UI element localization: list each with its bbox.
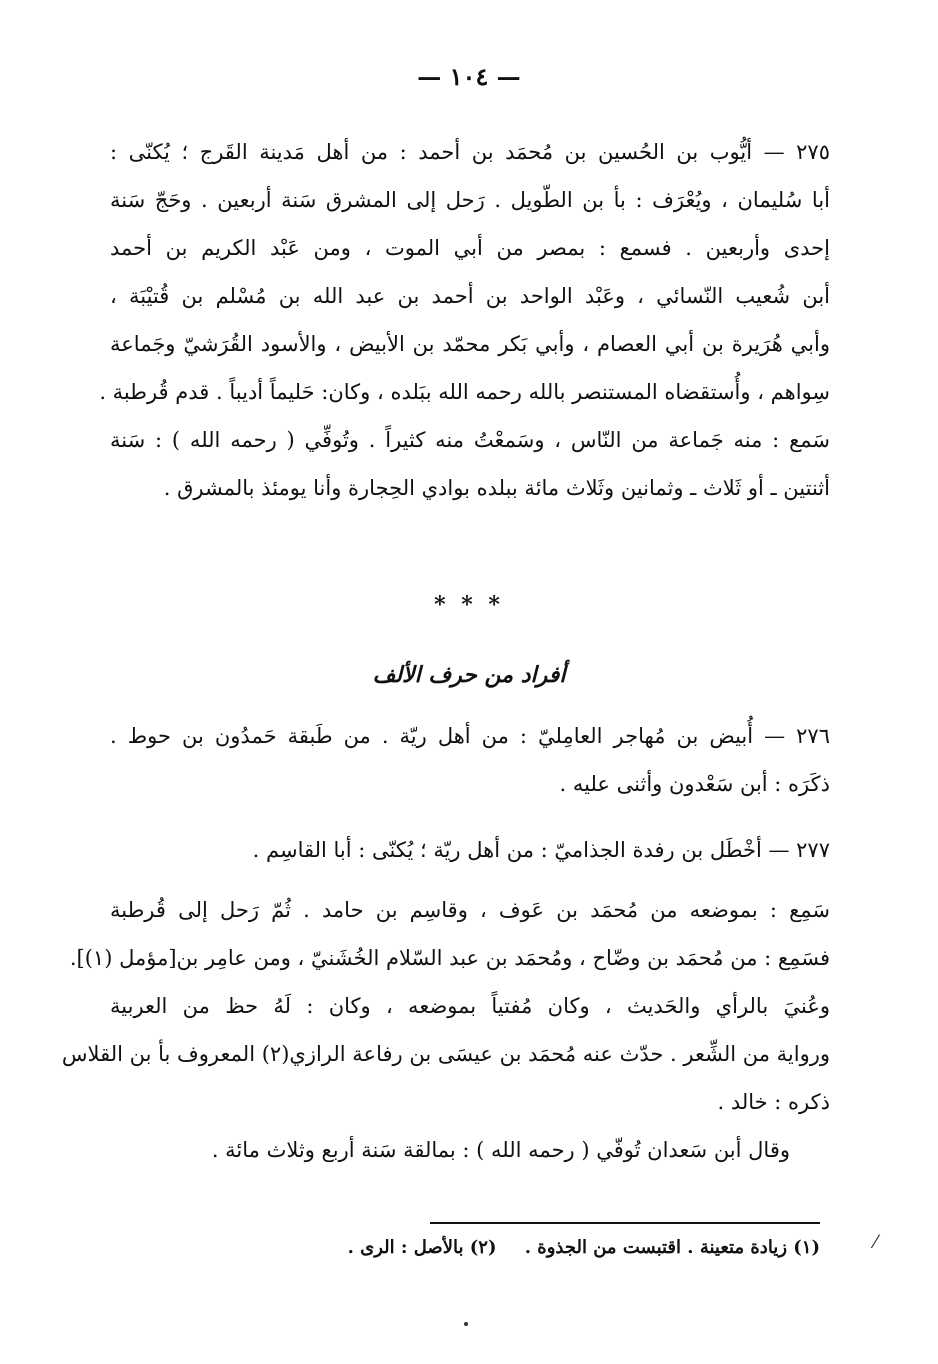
entry-277-line-5: ورواية من الشِّعر . حدّث عنه مُحمَد بن عيسَى بن رفاعة الرازي(٢) المعروف بأ بن القلاس xyxy=(61,1042,830,1066)
entry-277-line-2: سَمِع : بموضعه من مُحمَد بن عَوف ، وقاسِم بن حامد . ثُمّ رَحل إلى قُرطبة xyxy=(110,898,830,922)
entry-275 xyxy=(99,128,831,512)
entry-275-line-3: إحدى وأربعين . فسمع : بمصر من أبي الموت ، ومن عَبْد الكريم بن أحمد xyxy=(110,236,830,260)
entry-277-line-6: ذكره : خالد . xyxy=(717,1090,830,1114)
scan-speck xyxy=(464,1322,468,1326)
entry-275-line-8: أثنتين ـ أو ثَلاث ـ وثمانين وثَلاث مائة ببلده بوادي الحِجارة وأنا يومئذ بالمشرق . xyxy=(163,476,830,500)
section-heading: أفراد من حرف الألف xyxy=(372,662,566,688)
footnotes xyxy=(250,1230,820,1266)
entry-275-line-5: وأبي هُرَيرة بن أبي العصام ، وأبي بَكر محمّد بن الأبيض ، والأسود القُرَشيّ وجَماعة xyxy=(110,332,830,356)
entry-276-line-2: ذكَرَه : أبن سَعْدون وأثنى عليه . xyxy=(559,772,830,796)
margin-mark: ⁄ xyxy=(874,1232,878,1253)
footnote-1: (١) زيادة متعينة . اقتبست من الجذوة . xyxy=(524,1237,820,1258)
entry-277-line-3: فسَمِع : من مُحمَد بن وضّاح ، ومُحمَد بن عبد السّلام الخُشَنيّ ، ومن عامِر بن[مؤمل (١)]. xyxy=(69,946,830,970)
entry-276 xyxy=(110,712,830,808)
footnote-divider xyxy=(430,1222,820,1224)
entry-277 xyxy=(61,826,830,1174)
entry-275-line-6: سِواهم ، وأُستقضاه المستنصر بالله رحمه الله ببَلده ، وكان: حَليماً أديباً . قدم قُرطبة . xyxy=(99,380,830,404)
entry-275-line-1: ٢٧٥ — أيُّوب بن الحُسين بن مُحمَد بن أحمد : من أهل مَدينة القَرج ؛ يُكنّى : xyxy=(110,140,830,164)
section-separator: * * * xyxy=(434,592,504,618)
entry-276-line-1: ٢٧٦ — أُبيض بن مُهاجر العامِليّ : من أهل ريّة . من طَبقة حَمدُون بن حوط . xyxy=(110,724,830,748)
entry-275-line-4: أبن شُعيب النّسائي ، وعَبْد الواحد بن أحمد بن عبد الله بن مُسْلم بن قُتيْبَة ، xyxy=(110,284,831,308)
entry-275-line-7: سَمع : منه جَماعة من النّاس ، وسَمعْتُ منه كثيراً . وتُوفِّي ( رحمه الله ) : سَنة xyxy=(110,428,830,452)
entry-277-line-7: وقال أبن سَعدان تُوفّي ( رحمه الله ) : بمالقة سَنة أربع وثلاث مائة . xyxy=(211,1138,790,1162)
entry-275-line-2: أبا سُليمان ، ويُعْرَف : بأ بن الطّويل . رَحل إلى المشرق سَنة أربعين . وحَجّ سَنة xyxy=(110,188,830,212)
entry-277-line-4: وعُنيَ بالرأي والحَديث ، وكان مُفتياً بموضعه ، وكان : لَهُ حظ من العربية xyxy=(110,994,830,1018)
entry-277-line-1: ٢٧٧ — أخْطَل بن رفدة الجذاميّ : من أهل ريّة ؛ يُكنّى : أبا القاسِم . xyxy=(252,838,830,862)
page-number: — ١٠٤ — xyxy=(417,62,521,91)
footnote-2: (٢) بالأصل : الرى . xyxy=(347,1237,497,1258)
